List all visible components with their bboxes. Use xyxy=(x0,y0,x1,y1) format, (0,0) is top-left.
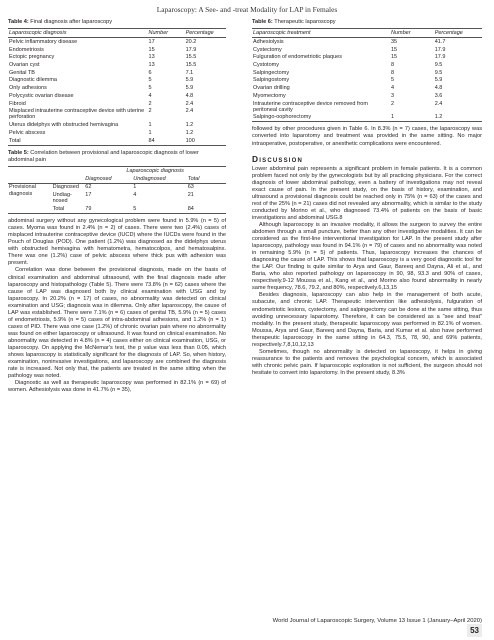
table-cell: 1.2 xyxy=(434,114,482,122)
table5-cell: 84 xyxy=(187,205,226,213)
table-cell: 20.2 xyxy=(185,38,197,45)
table-cell: Diagnostic dilemma xyxy=(9,77,57,84)
running-head: Laparoscopy: A See- and -treat Modality for LAP in Females xyxy=(156,5,338,14)
table-row xyxy=(8,92,226,100)
journal-name: World Journal of Laparoscopic Surgery, Volume 13 Issue 1 (January–April 2020) xyxy=(272,618,482,624)
table-cell: Adhesiolysis xyxy=(253,38,284,45)
table5-cell: 1 xyxy=(133,184,137,191)
table-cell: 100 xyxy=(185,137,226,145)
table-cell: 5 xyxy=(148,85,152,92)
table-cell: Myomectomy xyxy=(253,92,286,99)
table-row xyxy=(8,121,226,129)
table-cell: 3.6 xyxy=(434,92,443,99)
table-cell: 17.9 xyxy=(434,46,446,53)
table5-label: Table 5: xyxy=(8,149,29,156)
table-cell: 4.8 xyxy=(434,85,443,92)
table-cell: 9.5 xyxy=(434,69,443,76)
table-cell: 4 xyxy=(148,92,152,99)
page-footer xyxy=(252,618,482,637)
table-row xyxy=(252,38,482,46)
table-row xyxy=(8,77,226,85)
table5-cell: 21 xyxy=(187,192,194,199)
table4-header-row xyxy=(8,29,226,38)
table-cell: 17.9 xyxy=(185,46,197,53)
table-cell: 13 xyxy=(148,54,155,61)
table-cell: 5.9 xyxy=(185,85,194,92)
table5-subheader-diagnosed: Diagnosed xyxy=(85,175,112,182)
table5-title xyxy=(8,150,226,164)
paragraph: Correlation was done between the provisional diagnosis, made on the basis of clinical examination and abdominal ultrasound, with the final diagnosis made after laparoscopy and histopathology (Table 5). There were 73.8% (n = 62) cases where the cause of LAP was diagnosed both by clinical examination with USG and by laparoscopy. In 20.2% (n = 17) of cases, no abnormality was detected on clinical examination and USG; diagnosis was in dilemma. Only after laparoscopy, the cause of LAP was established. There were 7.1% (n = 6) cases of genital TB, 5.9% (n = 5) cases of endometriosis, 5.9% (n = 5) cases of intra-abdominal adhesions, and 1.2% (n = 1) cases of PID. There was one case (1.2%) of chronic ovarian pain where no abnormality was found on either laparoscopy or ultrasound. It was found on clinical examination. No abnormality was detected in 4.8% (n = 4) cases either on clinical examination, USG, or laparoscopy. On applying the McNemar's test, the p value was less than 0.05, which shows laparoscopy is statistically significant for the diagnosis of LAP. So, when history, examination, noninvasive investigations, and laparoscopy are combined the diagnosis rate is increased. Not only that, the patients are treated in the same sitting when the pathology was noted. xyxy=(8,267,226,380)
left-column xyxy=(8,19,226,394)
table4-header-percentage: Percentage xyxy=(185,29,226,38)
table6-header-number: Number xyxy=(390,29,434,38)
table-cell: 17.9 xyxy=(434,54,446,61)
table-row xyxy=(252,114,482,122)
table5-cell: 63 xyxy=(187,184,194,191)
table6 xyxy=(252,28,482,122)
paragraph: followed by other procedures given in Table 6. In 8.3% (n = 7) cases, the laparoscopy was converted into laparotomy and treatment was provided in the same sitting. No major intraoperative, postoperative, or anesthetic complications were encountered. xyxy=(252,126,482,147)
table-cell: 1.2 xyxy=(185,122,194,129)
table-cell: 2 xyxy=(148,100,152,107)
table-cell: Ectopic pregnancy xyxy=(9,54,55,61)
paragraph: Although laparoscopy is an invasive modality, it allows the surgeon to survey the entire abdomen through a small puncture, better than any other investigative modalities. It can be considered as the first-line interventional investigation for LAP. In the present study after laparoscopy, pathology was found in 94.1% (n = 79) of cases and no abnormality was noted in remaining 5.9% (n = 5) of patients. Thus, laparoscopy increases the chances of diagnosing the cause of LAP. This shows that laparoscopy is a very good diagnostic tool for the LAP. Our finding is quite similar to Arya and Gaur, Bareeq and Dayna, Ali et al., and Baria, who also reported pathology on laparoscopy in 90, 98, 93.3 and 90% of cases, respectively.9-12 Moussa et al., Kang et al., and Morino also found abnormality in nearly same frequency, 78.6, 79.2, and 80%, respectively.6,13,15 xyxy=(252,221,482,292)
table6-body xyxy=(252,38,482,122)
table-cell: Cystotomy xyxy=(253,62,279,69)
table5-subheader-total: Total xyxy=(187,175,200,182)
table-row xyxy=(8,137,226,145)
table-cell: 2.4 xyxy=(185,100,194,107)
page-number: 53 xyxy=(467,624,482,637)
table4-label: Table 4: xyxy=(8,19,29,25)
table-cell: Salpingo-oophorectomy xyxy=(252,114,390,122)
table-cell: Intrauterine contraceptive device removed from peritoneal cavity xyxy=(253,100,368,113)
table-cell: 15 xyxy=(148,46,155,53)
table5-cell: Total xyxy=(52,205,85,213)
table6-title xyxy=(252,19,482,26)
table-cell: 15.5 xyxy=(185,62,197,69)
table-cell: Endometriosis xyxy=(9,46,44,53)
table-cell: 15 xyxy=(391,46,398,53)
table-row xyxy=(8,84,226,92)
table-cell: Genital TB xyxy=(9,69,35,76)
table-row xyxy=(252,54,482,62)
table-cell: Cystectomy xyxy=(253,46,282,53)
table5-cell: Diagnosed xyxy=(52,184,79,191)
table-row xyxy=(8,183,226,191)
table-cell: 5 xyxy=(391,77,395,84)
table-cell: Uterus didelphys with obstructed hemivagina xyxy=(9,122,119,129)
table-cell: Salpingostomy xyxy=(253,77,290,84)
table-cell: 84 xyxy=(148,137,185,145)
table-row xyxy=(252,46,482,54)
paragraph: Lower abdominal pain represents a significant problem in female patients. It is a common problem faced not only by the gynecologists but by all practicing physicians. For the correct diagnosis of lower abdominal pathology, even a battery of investigations may not reveal exact cause of pain. In the present study, on the basis of history, examination, and ultrasound a provisional diagnosis could be reached only in 75% (n = 63) of the cases and rest of the 25% (n = 21) cases did not revealed any abnormality, which is similar to the study conducted by Morino et al., who diagnosed 73.4% of patients on the basis of basic investigations and abdominal USG.8 xyxy=(252,165,482,221)
paragraph: Diagnostic as well as therapeutic laparoscopy was performed in 82.1% (n = 69) of women. Adhesiolysis was done in 41.7% (n = 35), xyxy=(8,380,226,394)
table-cell: Ovarian cyst xyxy=(9,62,40,69)
table6-caption: Therapeutic laparoscopy xyxy=(274,19,336,25)
table-cell: Fibroid xyxy=(9,100,26,107)
table-cell: 17 xyxy=(148,38,155,45)
table-cell: 2 xyxy=(148,108,152,115)
right-column xyxy=(252,19,482,377)
table-cell: 35 xyxy=(391,38,398,45)
table6-header-row xyxy=(252,29,482,38)
table-cell: 4 xyxy=(391,85,395,92)
table-cell: 7.1 xyxy=(185,69,194,76)
section-heading-discussion: Discussion xyxy=(252,153,304,164)
table-cell: Pelvic abscess xyxy=(9,129,46,136)
table5-group-header-row xyxy=(8,166,226,174)
table-cell: Pelvic inflammatory disease xyxy=(9,38,78,45)
table-cell: Ovarian drilling xyxy=(253,85,290,92)
table5 xyxy=(8,166,226,214)
table-cell: 15.5 xyxy=(185,54,197,61)
table-row xyxy=(252,92,482,100)
table-row xyxy=(8,61,226,69)
table-row xyxy=(252,61,482,69)
table-row xyxy=(8,129,226,137)
table-row xyxy=(8,69,226,77)
table5-subheader-undiagnosed: Undiagnosed xyxy=(133,175,166,182)
table-row xyxy=(8,108,226,122)
table4-caption: Final diagnosis after laparoscopy xyxy=(30,19,113,25)
table-cell: Fulguration of endometriotic plaques xyxy=(253,54,342,61)
table5-cell: 79 xyxy=(84,205,132,213)
table-cell: 5.9 xyxy=(185,77,194,84)
table5-cell: 62 xyxy=(85,184,92,191)
table4-header-number: Number xyxy=(148,29,185,38)
table-cell: Salpingectomy xyxy=(253,69,290,76)
table-cell: 1 xyxy=(148,122,152,129)
paragraph: Sometimes, though no abnormality is detected on laparoscopy, it helps in giving reassurance to the patients and removes the psychological concern, which is associated with chronic pelvic pain. If laparoscopic exploration is not sufficient, the surgeon should not hesitate to convert into laparotomy. In the present study, 8.3% xyxy=(252,348,482,376)
table-cell: Total xyxy=(8,137,148,145)
table4-body xyxy=(8,38,226,145)
table5-caption: Correlation between provisional and laparoscopic diagnosis of lower abdominal pain xyxy=(8,149,199,163)
table6-header-percentage: Percentage xyxy=(434,29,482,38)
table-row xyxy=(252,69,482,77)
table-cell: 9.5 xyxy=(434,62,443,69)
paragraph: Besides diagnosis, laparoscopy can also help in the management of both acute, subacute, and chronic LAP. Therapeutic intervention like adhesiolysis, fulguration of endometriotic lesions, cystectomy, and salpingectomy can be done at the same sitting, thus avoiding unnecessary laparotomy. Therefore, it can be considered as a "see and treat" modality. In the present study, therapeutic laparoscopy was performed in 82.1% of women. Moussa, Arya and Gaur, Bareeq and Dayna, Baria, and Kumar et al. also have performed therapeutic laparoscopy in the same sitting in 64.3, 75.5, 78, 90, and 69% patients, respectively.7,8,10,12,13 xyxy=(252,292,482,348)
table-row xyxy=(8,46,226,54)
table-row xyxy=(8,100,226,108)
table4 xyxy=(8,28,226,145)
paragraph: abdominal surgery without any gynecological problem were found in 5.9% (n = 5) of cases. Myoma was found in 2.4% (n = 2) of cases. There were two (2.4%) cases of misplaced intrauterine contraceptive device (IUCD) where the IUCDs were found in the Pouch of Douglas (POD). One patient (1.2%) was diagnosed as the didelphys uterus with obstructed hemivagina with hematometra, hematocolpos, and hematosalpinx. There was one (1.2%) case of pelvic abscess where thick pus with adhesion was present. xyxy=(8,218,226,267)
table-cell: 1.2 xyxy=(185,129,194,136)
table-row xyxy=(252,77,482,85)
table-cell: 2 xyxy=(391,100,395,107)
table-cell: 2.4 xyxy=(434,100,443,107)
table5-cell: 4 xyxy=(133,192,137,199)
table5-cell: Undiag-nosed xyxy=(52,192,72,205)
table5-subheader-row xyxy=(8,175,226,183)
table6-label: Table 6: xyxy=(252,19,273,25)
table5-cell: 5 xyxy=(132,205,187,213)
table-cell: 13 xyxy=(148,62,155,69)
table-cell: 8 xyxy=(391,62,395,69)
table-cell: 1 xyxy=(390,114,434,122)
table-cell: 41.7 xyxy=(434,38,446,45)
table-cell: 8 xyxy=(391,69,395,76)
table-cell: 5 xyxy=(148,77,152,84)
table-cell: 6 xyxy=(148,69,152,76)
table-cell: 5.9 xyxy=(434,77,443,84)
table-cell: Only adhesions xyxy=(9,85,47,92)
table-cell: Polycystic ovarian disease xyxy=(9,92,74,99)
table-cell: 4.8 xyxy=(185,92,194,99)
table-cell: 2.4 xyxy=(185,108,194,115)
table5-cell: 17 xyxy=(85,192,92,199)
table-row xyxy=(8,54,226,62)
table-row xyxy=(252,100,482,114)
table5-row-group: Provisional diagnosis xyxy=(9,184,36,197)
table-cell: 3 xyxy=(391,92,395,99)
table6-header-treatment: Laparoscopic treatment xyxy=(252,29,390,38)
table-row xyxy=(252,84,482,92)
table-cell: Misplaced intrauterine contraceptive device with uterine perforation xyxy=(9,108,145,121)
table-cell: 15 xyxy=(391,54,398,61)
table-row xyxy=(8,205,226,213)
table-cell: 1 xyxy=(148,129,152,136)
table5-group-header: Laparoscopic diagnosis xyxy=(84,166,226,174)
table-row xyxy=(8,38,226,46)
table4-header-diagnosis: Laparoscopic diagnosis xyxy=(8,29,148,38)
table4-title xyxy=(8,19,226,26)
